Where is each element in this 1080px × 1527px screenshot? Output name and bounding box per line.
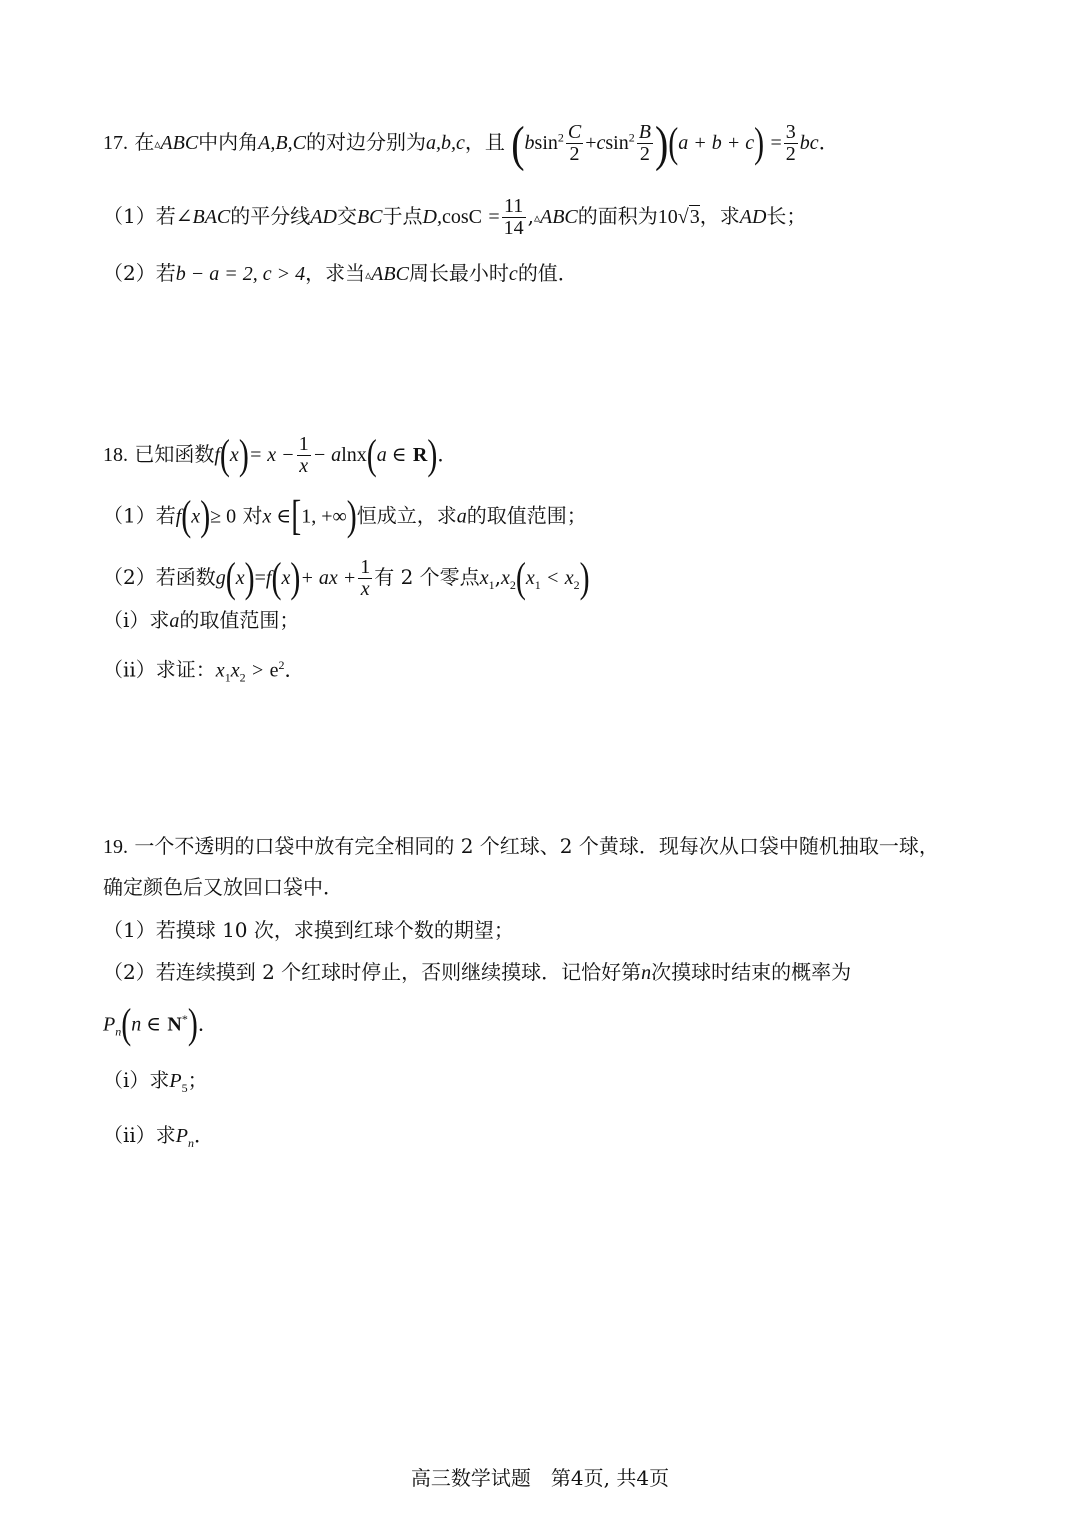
frac-1-over-x: $\frac{1}{x}$ xyxy=(298,433,309,477)
q17-part2: （2）若b − a = 2, c > 4，求当▵ABC周长最小时c的值． xyxy=(103,261,578,285)
page-footer: 高三数学试题 第4页, 共4页 xyxy=(410,1466,670,1490)
frac-c-over-2: $\frac{C}{2}$ xyxy=(567,121,582,165)
q19-stem-line1: 19. 一个不透明的口袋中放有完全相同的 2 个红球、2 个黄球．现每次从口袋中随机抽取一球， xyxy=(103,834,939,858)
q19-part2-i: （i）求$P_5$； xyxy=(103,1068,208,1095)
frac-11-over-14: $\frac{11}{14}$ xyxy=(503,195,524,239)
q18-part2: （2）若函数g(x)=f(x)+ ax + $\frac{1}{x}$ 有 2 个零点$x_1,x_2(x_1 < x_2)$ xyxy=(103,554,590,601)
q19-part2: （2）若连续摸到 2 个红球时停止，否则继续摸球．记恰好第n次摸球时结束的概率为 xyxy=(103,960,852,984)
frac-1-over-x-2: $\frac{1}{x}$ xyxy=(360,556,371,600)
q19-part2-ii: （ii）求$P_n$． xyxy=(103,1123,215,1150)
q18-part1: （1）若f(x)≥ 0 对x ∈[1, +∞)恒成立，求a的取值范围； xyxy=(103,493,587,540)
q19-part1: （1）若摸球 10 次，求摸到红球个数的期望； xyxy=(103,918,514,942)
q17-stem: 17. 在▵ABC中内角A,B,C的对边分别为a,b,c，且 (bsin$^2$ $\frac{C}{2}$ +csin$^2$ $\frac{B}{2}$ )(a + b + c) = $\frac{3}{2}$ bc． xyxy=(103,114,839,171)
q19-part2-prob: $P_n(n$ ∈ N*)． xyxy=(103,1001,218,1048)
q18-part2-ii: （ii）求证：$x_1x_2 > e^2$． xyxy=(103,657,305,685)
q18-part2-i: （i）求a的取值范围； xyxy=(103,608,300,632)
frac-b-over-2: $\frac{B}{2}$ xyxy=(638,121,651,165)
q17-part1: （1）若∠BAC的平分线AD交BC于点D,cosC = $\frac{11}{14}$ ,▵ABC的面积为10√3，求AD长； xyxy=(103,195,807,239)
frac-3-over-2: $\frac{3}{2}$ xyxy=(785,121,796,165)
q18-stem: 18. 已知函数f(x)= x − $\frac{1}{x}$ − alnx(a ∈ R)． xyxy=(103,431,458,478)
q19-stem-line2: 确定颜色后又放回口袋中． xyxy=(103,875,343,899)
